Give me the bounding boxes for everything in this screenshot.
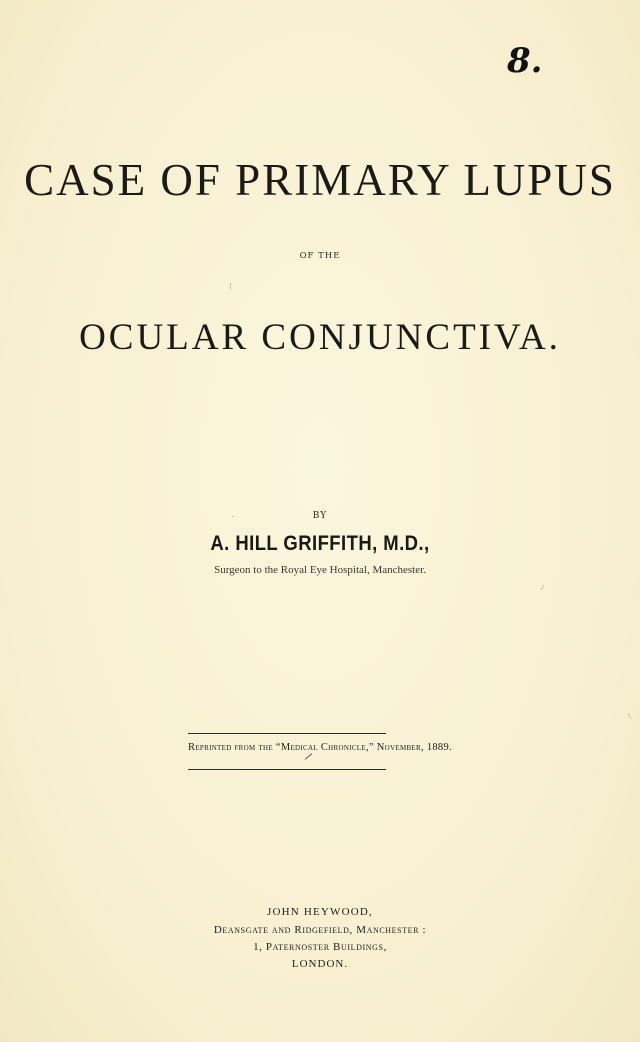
title-line-1: CASE OF PRIMARY LUPUS (24, 155, 616, 205)
reprint-notice-text: Reprinted from the “Medical Chronicle,” November, 1889. (188, 742, 452, 753)
paper-speck (305, 753, 313, 760)
byline-label: BY (312, 511, 328, 521)
reprint-notice (0, 742, 640, 753)
title-line-2: OCULAR CONJUNCTIVA. (79, 317, 561, 358)
publisher-address-manchester: Deansgate and Ridgefield, Manchester : (213, 924, 427, 936)
author-affiliation: Surgeon to the Royal Eye Hospital, Manchester. (214, 564, 426, 576)
divider-bottom (188, 769, 386, 770)
publisher-address-london: 1, Paternoster Buildings, (253, 941, 387, 953)
paper-speck (232, 516, 234, 517)
author-name: A. HILL GRIFFITH, M.D., (210, 532, 430, 555)
title-connector: OF THE (299, 251, 341, 261)
paper-speck (230, 283, 231, 290)
divider-top (188, 733, 386, 734)
paper-speck (541, 585, 544, 590)
paper-speck (628, 713, 632, 719)
publisher-name: JOHN HEYWOOD, (266, 906, 374, 918)
handwritten-catalog-number: 8. (507, 41, 543, 81)
publisher-city: LONDON. (291, 958, 349, 970)
